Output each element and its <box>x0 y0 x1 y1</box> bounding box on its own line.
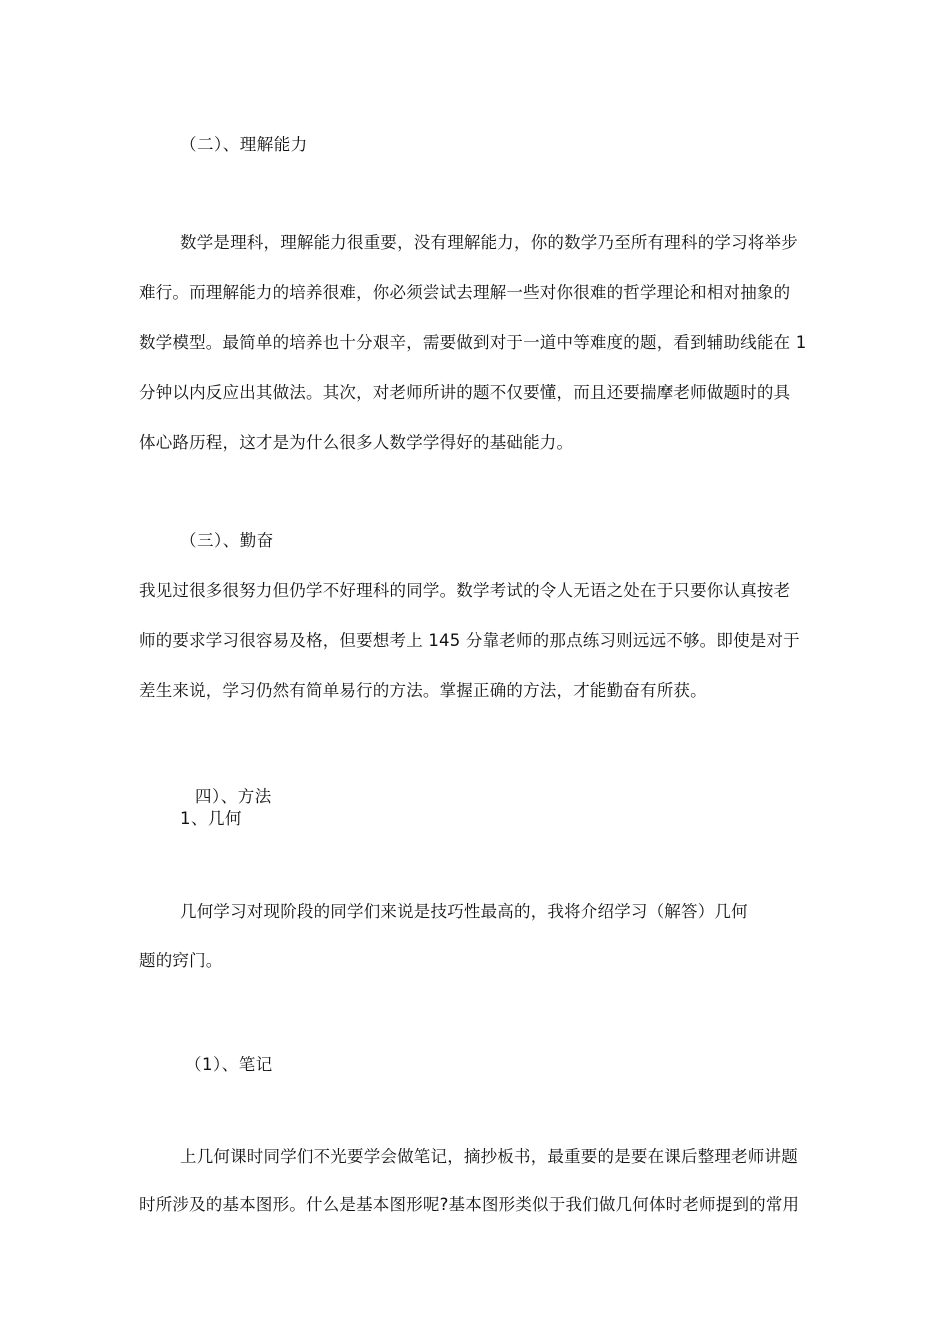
paragraph-line: 分钟以内反应出其做法。其次，对老师所讲的题不仅要懂，而且还要揣摩老师做题时的具 <box>139 383 791 402</box>
section-heading-diligence: （三）、勤奋 <box>180 531 274 550</box>
paragraph-line: 体心路历程，这才是为什么很多人数学学得好的基础能力。 <box>139 433 574 452</box>
paragraph-line: 几何学习对现阶段的同学们来说是技巧性最高的，我将介绍学习（解答）几何 <box>180 902 748 921</box>
paragraph-line: 数学是理科，理解能力很重要，没有理解能力，你的数学乃至所有理科的学习将举步 <box>180 233 798 252</box>
paragraph-line: 差生来说，学习仍然有简单易行的方法。掌握正确的方法，才能勤奋有所获。 <box>139 681 707 700</box>
paragraph-line: 上几何课时同学们不光要学会做笔记，摘抄板书，最重要的是要在课后整理老师讲题 <box>180 1147 798 1166</box>
subsection-heading-notes: （1）、笔记 <box>185 1055 273 1074</box>
section-heading-understanding: （二）、理解能力 <box>180 135 308 154</box>
paragraph-line: 难行。而理解能力的培养很难，你必须尝试去理解一些对你很难的哲学理论和相对抽象的 <box>139 283 791 302</box>
paragraph-line: 题的窍门。 <box>139 951 223 970</box>
paragraph-line: 我见过很多很努力但仍学不好理科的同学。数学考试的令人无语之处在于只要你认真按老 <box>139 581 791 600</box>
section-heading-method: 四）、方法 <box>195 787 272 806</box>
paragraph-line: 师的要求学习很容易及格，但要想考上 145 分靠老师的那点练习则远远不够。即使是对于 <box>139 631 800 650</box>
paragraph-line: 数学模型。最简单的培养也十分艰辛，需要做到对于一道中等难度的题，看到辅助线能在 1 <box>139 333 807 352</box>
paragraph-line: 时所涉及的基本图形。什么是基本图形呢?基本图形类似于我们做几何体时老师提到的常用 <box>139 1195 800 1214</box>
subsection-heading-geometry: 1、几何 <box>180 809 242 828</box>
